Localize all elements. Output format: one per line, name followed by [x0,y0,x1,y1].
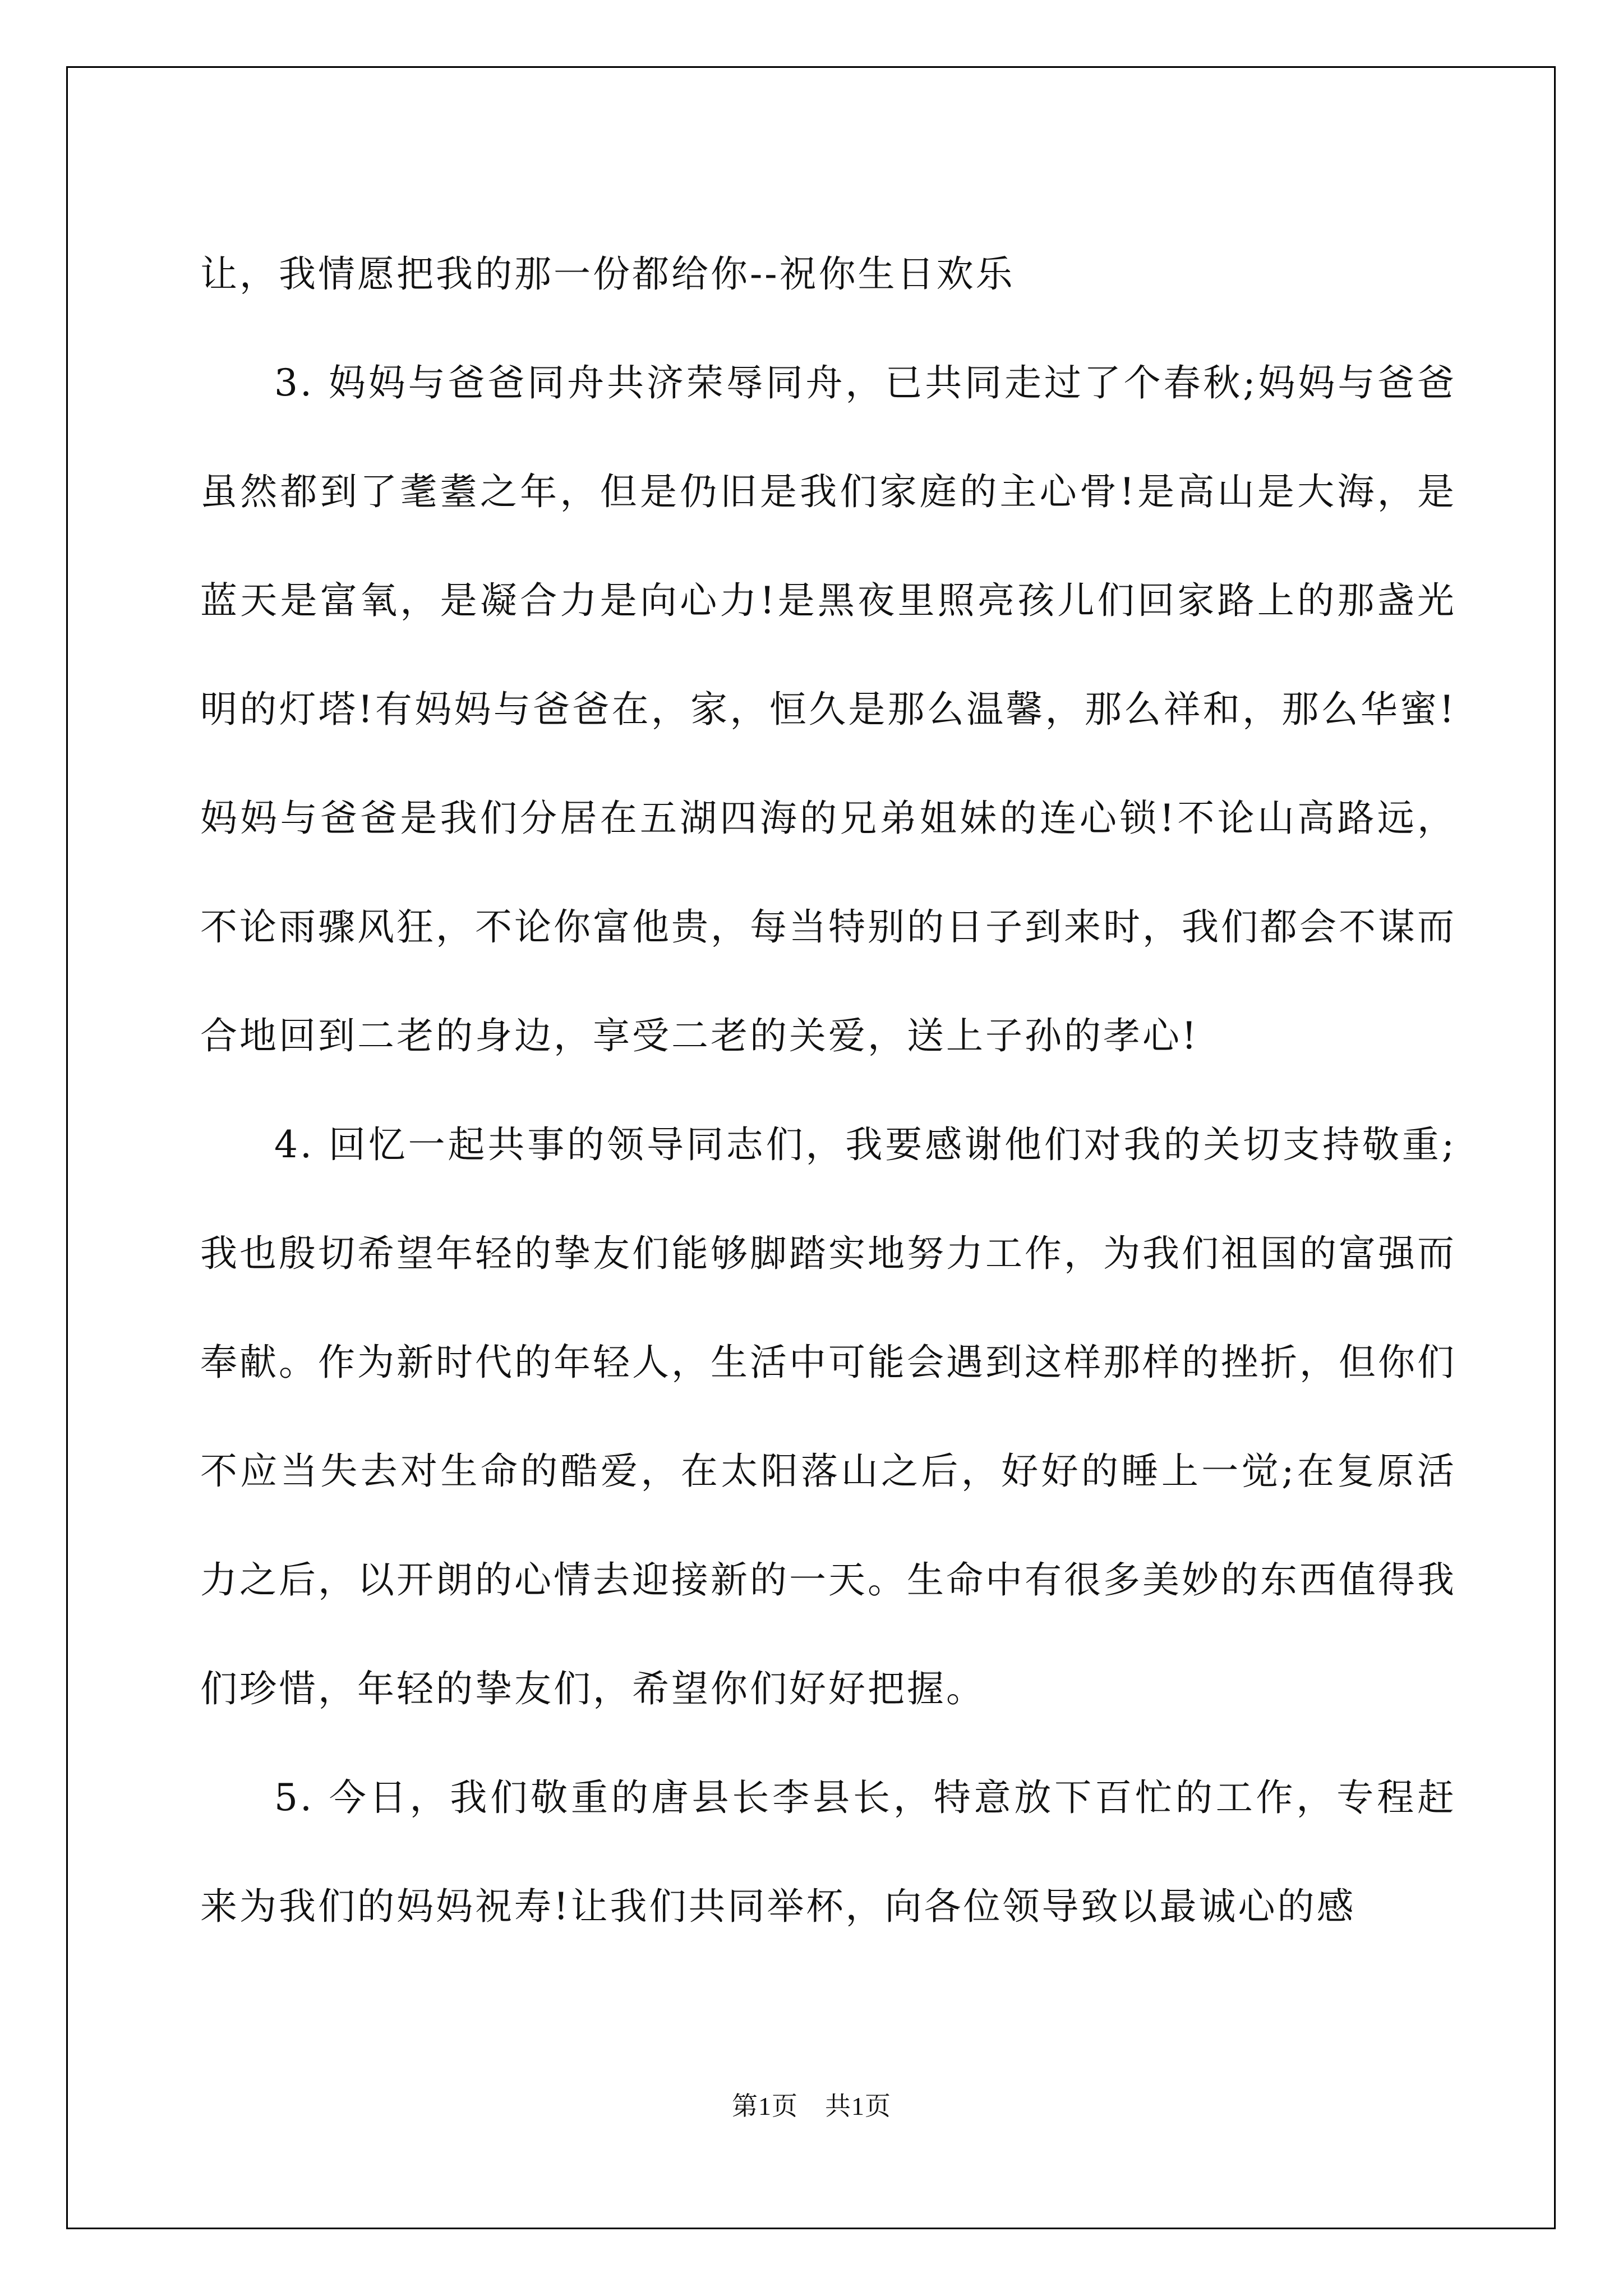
page-number-current: 第1页 [732,2092,798,2120]
page-footer [0,2086,1623,2123]
page-number-total: 共1页 [825,2092,891,2120]
paragraph-1: 让，我情愿把我的那一份都给你--祝你生日欢乐 [200,252,1015,296]
paragraph-3: 4. 回忆一起共事的领导同志们，我要感谢他们对我的关切支持敬重;我也殷切希望年轻的挚友们能够脚踏实地努力工作，为我们祖国的富强而奉献。作为新时代的年轻人，生活中可能会遇到这样那样的挫折，但你们不应当失去对生命的酷爱，在太阳落山之后，好好的睡上一觉;在复原活力之后，以开朗的心情去迎接新的一天。生命中有很多美妙的东西值得我们珍惜，年轻的挚友们，希望你们好好把握。 [200,1123,1456,1710]
document-body [200,220,1456,1961]
paragraph-4: 5. 今日，我们敬重的唐县长李县长，特意放下百忙的工作，专程赶来为我们的妈妈祝寿!让我们共同举杯，向各位领导致以最诚心的感 [200,1776,1456,1928]
paragraph-2: 3. 妈妈与爸爸同舟共济荣辱同舟，已共同走过了个春秋;妈妈与爸爸虽然都到了耄耋之年，但是仍旧是我们家庭的主心骨!是高山是大海，是蓝天是富氧，是凝合力是向心力!是黑夜里照亮孩儿们回家路上的那盏光明的灯塔!有妈妈与爸爸在，家，恒久是那么温馨，那么祥和，那么华蜜!妈妈与爸爸是我们分居在五湖四海的兄弟姐妹的连心锁!不论山高路远，不论雨骤风狂，不论你富他贵，每当特别的日子到来时，我们都会不谋而合地回到二老的身边，享受二老的关爱，送上子孙的孝心! [200,361,1456,1057]
